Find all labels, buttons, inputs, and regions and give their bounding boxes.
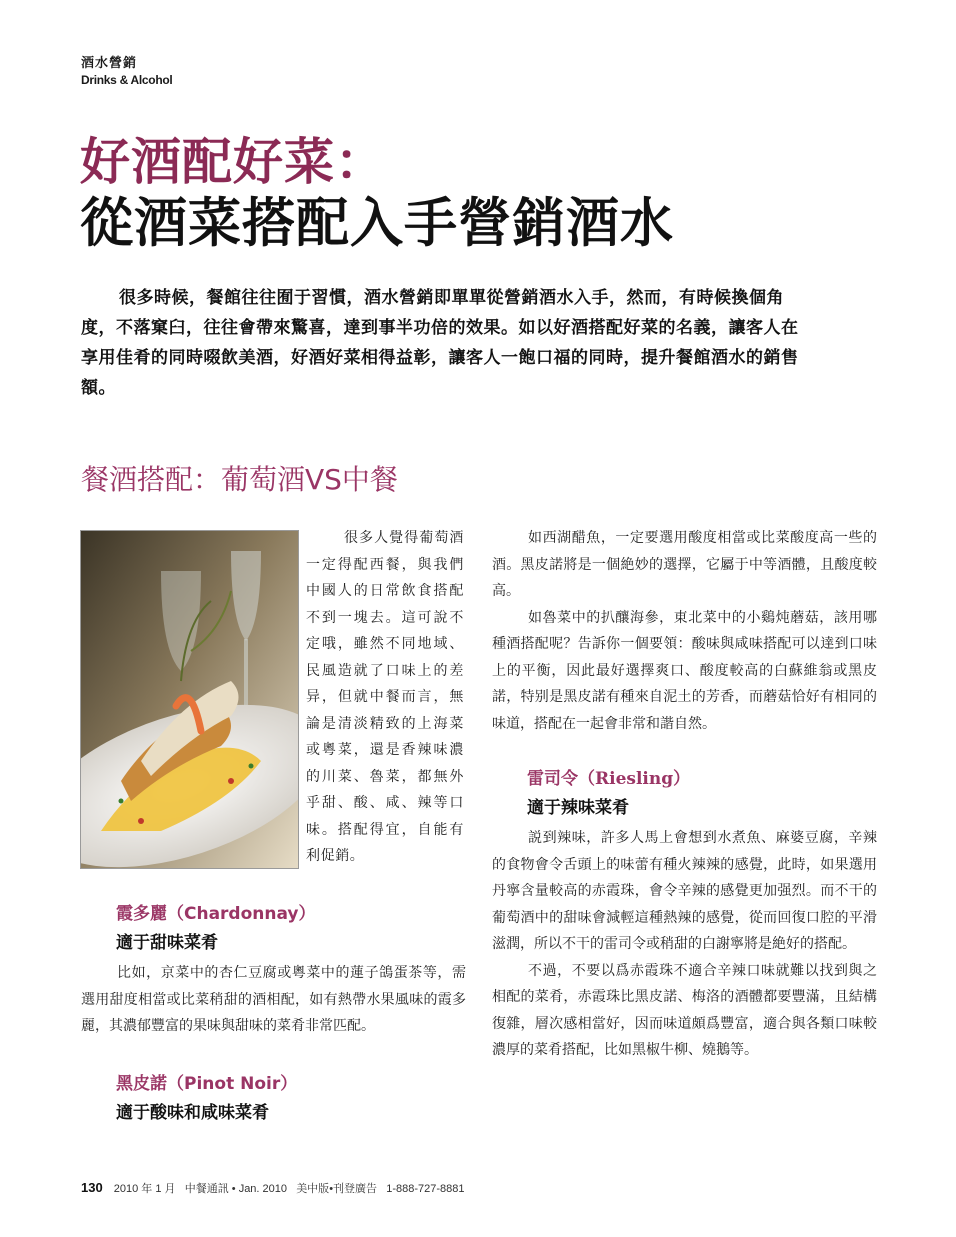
footer-ad-label: 刊登廣告 (333, 1183, 378, 1195)
right-paragraph-1: 如西湖醋魚，一定要選用酸度相當或比菜酸度高一些的酒。黑皮諾將是一個絶妙的選擇，它屬于中等酒體，且酸度較高。 (492, 530, 877, 599)
food-wine-photo (80, 530, 299, 869)
pinot-title: 黑皮諾（Pinot Noir） (116, 1073, 298, 1094)
footer-publication: 中餐通訊 (184, 1183, 229, 1195)
narrow-column-text: 很多人覺得葡萄酒一定得配西餐，與我們中國人的日常飲食搭配不到一塊去。這可說不定哦，雖然不同地域、民風造就了口味上的差异，但就中餐而言，無論是清淡精致的上海菜或粵菜，還是香辣味濃的川菜、魯菜，都無外乎甜、酸、咸、辣等口味。搭配得宜，自能有利促銷。 (306, 530, 464, 864)
footer-phone: 1-888-727-8881 (386, 1183, 465, 1195)
page-title-line2: 從酒菜搭配入手營銷酒水 (80, 193, 674, 254)
right-paragraph-2: 如魯菜中的扒釀海參，東北菜中的小鷄炖蘑菇，該用哪種酒搭配呢？告訴你一個要領：酸味與咸味搭配可以達到口味上的平衡，因此最好選擇爽口、酸度較高的白蘇維翁或黑皮諾，特别是黑皮諾有種來自泥土的芳香，而蘑菇恰好有相同的味道，搭配在一起會非常和諧自然。 (492, 609, 877, 732)
right-paragraph-3: 説到辣味，許多人馬上會想到水煮魚、麻婆豆腐，辛辣的食物會令舌頭上的味蕾有種火辣辣的感覺，此時，如果選用丹寧含量較高的赤霞珠，會令辛辣的感覺更加强烈。而不干的葡萄酒中的甜味會減輕這種熱辣的感覺，從而回復口腔的平滑滋潤，所以不干的雷司令或稍甜的白謝寧將是絶好的搭配。 (492, 830, 877, 952)
footer-dot: • (231, 1183, 236, 1195)
chardonnay-section (81, 900, 466, 1128)
footer-edition: 美中版 (296, 1183, 330, 1195)
footer-dot: • (329, 1183, 334, 1195)
riesling-subtitle: 適于辣味菜肴 (527, 798, 629, 818)
section-heading: 餐酒搭配：葡萄酒VS中餐 (81, 463, 398, 496)
footer-date-cn: 2010 年 1 月 (113, 1183, 176, 1195)
page-footer (81, 1180, 465, 1196)
riesling-title: 雷司令（Riesling） (527, 769, 691, 789)
page-number: 130 (81, 1180, 103, 1195)
chardonnay-subtitle: 適于甜味菜肴 (116, 933, 218, 953)
chardonnay-paragraph: 比如，京菜中的杏仁豆腐或粵菜中的蓮子鴿蛋茶等，需選用甜度相當或比菜稍甜的酒相配，如有熱帶水果風味的霞多麗，其濃郁豐富的果味與甜味的菜肴非常匹配。 (81, 965, 466, 1034)
chardonnay-body (81, 960, 466, 1040)
photo-illustration (81, 531, 298, 868)
right-paragraph-4: 不過，不要以爲赤霞珠不適合辛辣口味就難以找到與之相配的菜肴，赤霞珠比黑皮諾、梅洛的酒體都要豐滿，且結構復雜，層次感相當好，因而味道頗爲豐富，適合與各類口味較濃厚的菜肴搭配，比如黑椒牛柳、燒鵝等。 (492, 962, 877, 1058)
chardonnay-title: 霞多麗（Chardonnay） (116, 904, 316, 924)
intro-paragraph: 很多時候，餐館往往囿于習慣，酒水營銷即單單從營銷酒水入手，然而，有時候換個角度，不落窠臼，往往會帶來驚喜，達到事半功倍的效果。如以好酒搭配好菜的名義，讓客人在享用佳肴的同時啜飲美酒，好酒好菜相得益彰，讓客人一飽口福的同時，提升餐館酒水的銷售額。 (81, 288, 799, 398)
section-label-cn: 酒水營銷 (81, 56, 138, 71)
pinot-subtitle: 適于酸味和咸味菜肴 (116, 1102, 269, 1123)
right-column (492, 525, 877, 1064)
page-title-line1: 好酒配好菜： (80, 133, 386, 191)
section-label-en: Drinks & Alcohol (81, 73, 173, 87)
footer-date-en: Jan. 2010 (238, 1183, 288, 1195)
